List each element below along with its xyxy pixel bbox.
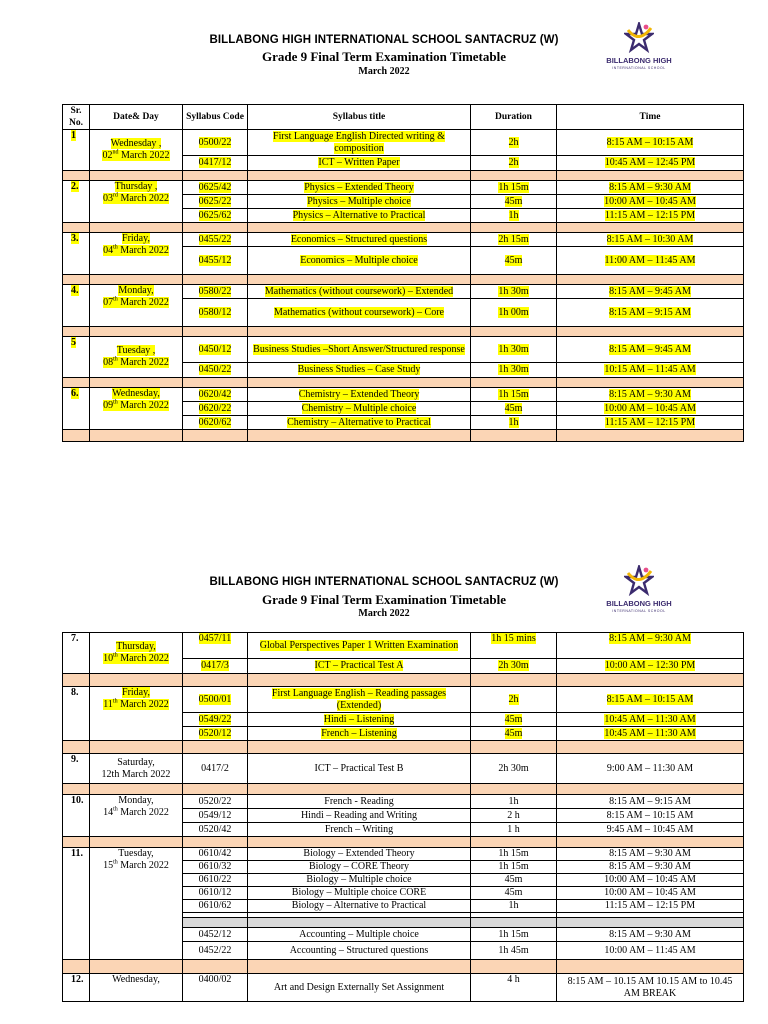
exam-date: Wednesday, 09th March 2022 — [90, 388, 183, 430]
exam-time: 10:45 AM – 11:30 AM — [557, 727, 744, 741]
syllabus-code: 0549/22 — [183, 713, 248, 727]
exam-date: Monday, 14th March 2022 — [90, 795, 183, 837]
exam-time: 9:00 AM – 11:30 AM — [557, 754, 744, 784]
syllabus-code: 0620/22 — [183, 402, 248, 416]
syllabus-code: 0417/3 — [183, 659, 248, 674]
logo-sub: INTERNATIONAL SCHOOL — [612, 609, 666, 613]
table-row — [63, 974, 744, 1002]
header-date: Date& Day — [90, 105, 183, 130]
school-name: BILLABONG HIGH INTERNATIONAL SCHOOL SANTACRUZ (W) — [209, 576, 559, 588]
syllabus-title: Biology – CORE Theory — [248, 861, 471, 874]
syllabus-title: ICT – Practical Test A — [248, 659, 471, 674]
duration: 1h — [471, 209, 557, 223]
school-name: BILLABONG HIGH INTERNATIONAL SCHOOL SANTACRUZ (W) — [209, 34, 559, 46]
serial-number: 12. — [63, 974, 90, 1002]
exam-time: 11:15 AM – 12:15 PM — [557, 900, 744, 913]
syllabus-title: Chemistry – Extended Theory — [248, 388, 471, 402]
serial-number: 9. — [63, 754, 90, 784]
serial-number: 11. — [63, 848, 90, 960]
exam-time: 11:15 AM – 12:15 PM — [557, 416, 744, 430]
serial-number: 3. — [63, 233, 90, 275]
duration: 2h 30m — [471, 659, 557, 674]
separator-row — [63, 223, 744, 233]
header-title: Syllabus title — [248, 105, 471, 130]
exam-time: 8:15 AM – 10.15 AM 10.15 AM to 10.45 AM BREAK — [557, 974, 744, 1002]
separator-row — [63, 378, 744, 388]
month-label: March 2022 — [358, 608, 410, 619]
exam-time: 8:15 AM – 9:30 AM — [557, 388, 744, 402]
duration: 1h 30m — [471, 337, 557, 363]
table-row — [63, 848, 744, 861]
duration: 1h 15 mins — [471, 633, 557, 659]
syllabus-code: 0610/42 — [183, 848, 248, 861]
table-row — [63, 181, 744, 195]
header-code: Syllabus Code — [183, 105, 248, 130]
table-row — [63, 233, 744, 247]
duration: 45m — [471, 195, 557, 209]
syllabus-code: 0610/22 — [183, 874, 248, 887]
exam-time: 10:15 AM – 11:45 AM — [557, 363, 744, 378]
exam-time: 10:00 AM – 10:45 AM — [557, 874, 744, 887]
duration: 1h 00m — [471, 299, 557, 327]
syllabus-title: Business Studies – Case Study — [248, 363, 471, 378]
syllabus-code: 0417/2 — [183, 754, 248, 784]
duration: 2h 30m — [471, 754, 557, 784]
syllabus-title: Accounting – Structured questions — [248, 942, 471, 960]
table-row — [63, 687, 744, 713]
syllabus-code: 0549/12 — [183, 809, 248, 823]
exam-time: 8:15 AM – 9:30 AM — [557, 848, 744, 861]
duration: 45m — [471, 402, 557, 416]
syllabus-title: Mathematics (without coursework) – Extended — [248, 285, 471, 299]
exam-time: 11:15 AM – 12:15 PM — [557, 209, 744, 223]
duration: 45m — [471, 874, 557, 887]
duration: 1h 45m — [471, 942, 557, 960]
serial-number: 5 — [63, 337, 90, 378]
syllabus-title: Biology – Extended Theory — [248, 848, 471, 861]
separator-row — [63, 674, 744, 687]
syllabus-title: French – Listening — [248, 727, 471, 741]
exam-time: 10:00 AM – 11:45 AM — [557, 942, 744, 960]
duration: 2h — [471, 687, 557, 713]
exam-date: Wednesday, — [90, 974, 183, 1002]
syllabus-code: 0500/01 — [183, 687, 248, 713]
syllabus-title: First Language English Directed writing & composition — [248, 130, 471, 156]
duration: 2h — [471, 156, 557, 171]
syllabus-code: 0610/12 — [183, 887, 248, 900]
syllabus-title: Global Perspectives Paper 1 Written Examination — [248, 633, 471, 659]
exam-date: Saturday, 12th March 2022 — [90, 754, 183, 784]
serial-number: 4. — [63, 285, 90, 327]
exam-date: Tuesday, 15th March 2022 — [90, 848, 183, 960]
exam-time: 8:15 AM – 9:15 AM — [557, 299, 744, 327]
exam-time: 10:00 AM – 10:45 AM — [557, 195, 744, 209]
syllabus-title: Physics – Alternative to Practical — [248, 209, 471, 223]
logo-sub: INTERNATIONAL SCHOOL — [612, 66, 666, 70]
syllabus-title: Biology – Multiple choice CORE — [248, 887, 471, 900]
syllabus-code: 0625/22 — [183, 195, 248, 209]
separator-row — [63, 275, 744, 285]
header-time: Time — [557, 105, 744, 130]
exam-time: 11:00 AM – 11:45 AM — [557, 247, 744, 275]
duration: 1h 15m — [471, 861, 557, 874]
logo-brand: BILLABONG HIGH — [606, 56, 672, 65]
exam-time: 8:15 AM – 9:30 AM — [557, 633, 744, 659]
table-row — [63, 795, 744, 809]
duration: 1h 15m — [471, 928, 557, 942]
page-title: Grade 9 Final Term Examination Timetable — [261, 49, 506, 64]
syllabus-title: Art and Design Externally Set Assignment — [248, 974, 471, 1002]
syllabus-title: French – Writing — [248, 823, 471, 837]
syllabus-code: 0455/12 — [183, 247, 248, 275]
syllabus-code: 0452/22 — [183, 942, 248, 960]
syllabus-code: 0500/22 — [183, 130, 248, 156]
syllabus-code: 0455/22 — [183, 233, 248, 247]
syllabus-title: Economics – Multiple choice — [248, 247, 471, 275]
serial-number: 7. — [63, 633, 90, 674]
duration: 1h — [471, 795, 557, 809]
exam-time: 8:15 AM – 10:15 AM — [557, 687, 744, 713]
duration: 1h — [471, 900, 557, 913]
exam-time: 8:15 AM – 10:15 AM — [557, 130, 744, 156]
separator-row — [63, 741, 744, 754]
table-row — [63, 130, 744, 156]
serial-number: 1 — [63, 130, 90, 171]
syllabus-title: Hindi – Listening — [248, 713, 471, 727]
table-header-row — [63, 105, 744, 130]
separator-row — [63, 430, 744, 442]
syllabus-code: 0610/32 — [183, 861, 248, 874]
syllabus-title: Biology – Alternative to Practical — [248, 900, 471, 913]
exam-time: 8:15 AM – 9:45 AM — [557, 337, 744, 363]
exam-date: Tuesday , 08th March 2022 — [90, 337, 183, 378]
exam-time: 8:15 AM – 9:30 AM — [557, 861, 744, 874]
syllabus-code: 0450/12 — [183, 337, 248, 363]
exam-time: 8:15 AM – 9:30 AM — [557, 181, 744, 195]
separator-row — [63, 327, 744, 337]
syllabus-title: ICT – Written Paper — [248, 156, 471, 171]
syllabus-title: Chemistry – Alternative to Practical — [248, 416, 471, 430]
syllabus-code: 0400/02 — [183, 974, 248, 1002]
duration: 2h — [471, 130, 557, 156]
syllabus-code: 0620/62 — [183, 416, 248, 430]
duration: 1h — [471, 416, 557, 430]
table-row — [63, 285, 744, 299]
exam-time: 8:15 AM – 9:45 AM — [557, 285, 744, 299]
exam-date: Wednesday , 02nd March 2022 — [90, 130, 183, 171]
exam-time: 8:15 AM – 10:30 AM — [557, 233, 744, 247]
exam-time: 10:00 AM – 10:45 AM — [557, 887, 744, 900]
syllabus-code: 0620/42 — [183, 388, 248, 402]
duration: 1h 30m — [471, 285, 557, 299]
exam-time: 9:45 AM – 10:45 AM — [557, 823, 744, 837]
duration: 45m — [471, 247, 557, 275]
exam-time: 10:45 AM – 12:45 PM — [557, 156, 744, 171]
timetable-page1 — [62, 104, 744, 442]
exam-date: Friday, 11th March 2022 — [90, 687, 183, 741]
syllabus-code: 0580/22 — [183, 285, 248, 299]
serial-number: 10. — [63, 795, 90, 837]
duration: 1h 15m — [471, 848, 557, 861]
syllabus-code: 0520/12 — [183, 727, 248, 741]
table-row — [63, 754, 744, 784]
logo-brand: BILLABONG HIGH — [606, 599, 672, 608]
school-logo — [604, 565, 674, 615]
separator-row — [63, 837, 744, 848]
exam-date: Monday, 07th March 2022 — [90, 285, 183, 327]
header-duration: Duration — [471, 105, 557, 130]
table-row — [63, 337, 744, 363]
month-label: March 2022 — [358, 66, 410, 77]
exam-time: 10:00 AM – 10:45 AM — [557, 402, 744, 416]
duration: 1h 15m — [471, 181, 557, 195]
timetable-page2 — [62, 632, 744, 1002]
duration: 2h 15m — [471, 233, 557, 247]
syllabus-code: 0610/62 — [183, 900, 248, 913]
exam-time: 10:00 AM – 12:30 PM — [557, 659, 744, 674]
star-logo-icon — [624, 565, 654, 597]
duration: 2 h — [471, 809, 557, 823]
serial-number: 6. — [63, 388, 90, 430]
exam-time: 10:45 AM – 11:30 AM — [557, 713, 744, 727]
syllabus-title: ICT – Practical Test B — [248, 754, 471, 784]
syllabus-code: 0457/11 — [183, 633, 248, 659]
syllabus-code: 0450/22 — [183, 363, 248, 378]
exam-time: 8:15 AM – 10:15 AM — [557, 809, 744, 823]
duration: 45m — [471, 887, 557, 900]
duration: 4 h — [471, 974, 557, 1002]
syllabus-title: Mathematics (without coursework) – Core — [248, 299, 471, 327]
separator-row — [63, 171, 744, 181]
separator-row — [63, 784, 744, 795]
syllabus-title: Physics – Multiple choice — [248, 195, 471, 209]
syllabus-title: Accounting – Multiple choice — [248, 928, 471, 942]
exam-date: Thursday , 03rd March 2022 — [90, 181, 183, 223]
table-row — [63, 388, 744, 402]
serial-number: 8. — [63, 687, 90, 741]
syllabus-code: 0520/22 — [183, 795, 248, 809]
syllabus-title: Hindi – Reading and Writing — [248, 809, 471, 823]
exam-date: Friday, 04th March 2022 — [90, 233, 183, 275]
syllabus-title: First Language English – Reading passages (Extended) — [248, 687, 471, 713]
syllabus-code: 0625/42 — [183, 181, 248, 195]
star-logo-icon — [624, 22, 654, 54]
syllabus-code: 0520/42 — [183, 823, 248, 837]
page-title: Grade 9 Final Term Examination Timetable — [261, 592, 506, 607]
table-row — [63, 633, 744, 659]
syllabus-code: 0625/62 — [183, 209, 248, 223]
exam-time: 8:15 AM – 9:30 AM — [557, 928, 744, 942]
syllabus-title: Chemistry – Multiple choice — [248, 402, 471, 416]
separator-row — [63, 960, 744, 974]
header-sr: Sr. No. — [63, 105, 90, 130]
syllabus-title: French - Reading — [248, 795, 471, 809]
duration: 45m — [471, 713, 557, 727]
exam-date: Thursday, 10th March 2022 — [90, 633, 183, 674]
syllabus-code: 0417/12 — [183, 156, 248, 171]
syllabus-code: 0580/12 — [183, 299, 248, 327]
serial-number: 2. — [63, 181, 90, 223]
syllabus-code: 0452/12 — [183, 928, 248, 942]
syllabus-title: Economics – Structured questions — [248, 233, 471, 247]
duration: 45m — [471, 727, 557, 741]
syllabus-title: Business Studies –Short Answer/Structured response — [248, 337, 471, 363]
duration: 1h 30m — [471, 363, 557, 378]
duration: 1h 15m — [471, 388, 557, 402]
exam-time: 8:15 AM – 9:15 AM — [557, 795, 744, 809]
syllabus-title: Physics – Extended Theory — [248, 181, 471, 195]
school-logo — [604, 22, 674, 72]
duration: 1 h — [471, 823, 557, 837]
syllabus-title: Biology – Multiple choice — [248, 874, 471, 887]
